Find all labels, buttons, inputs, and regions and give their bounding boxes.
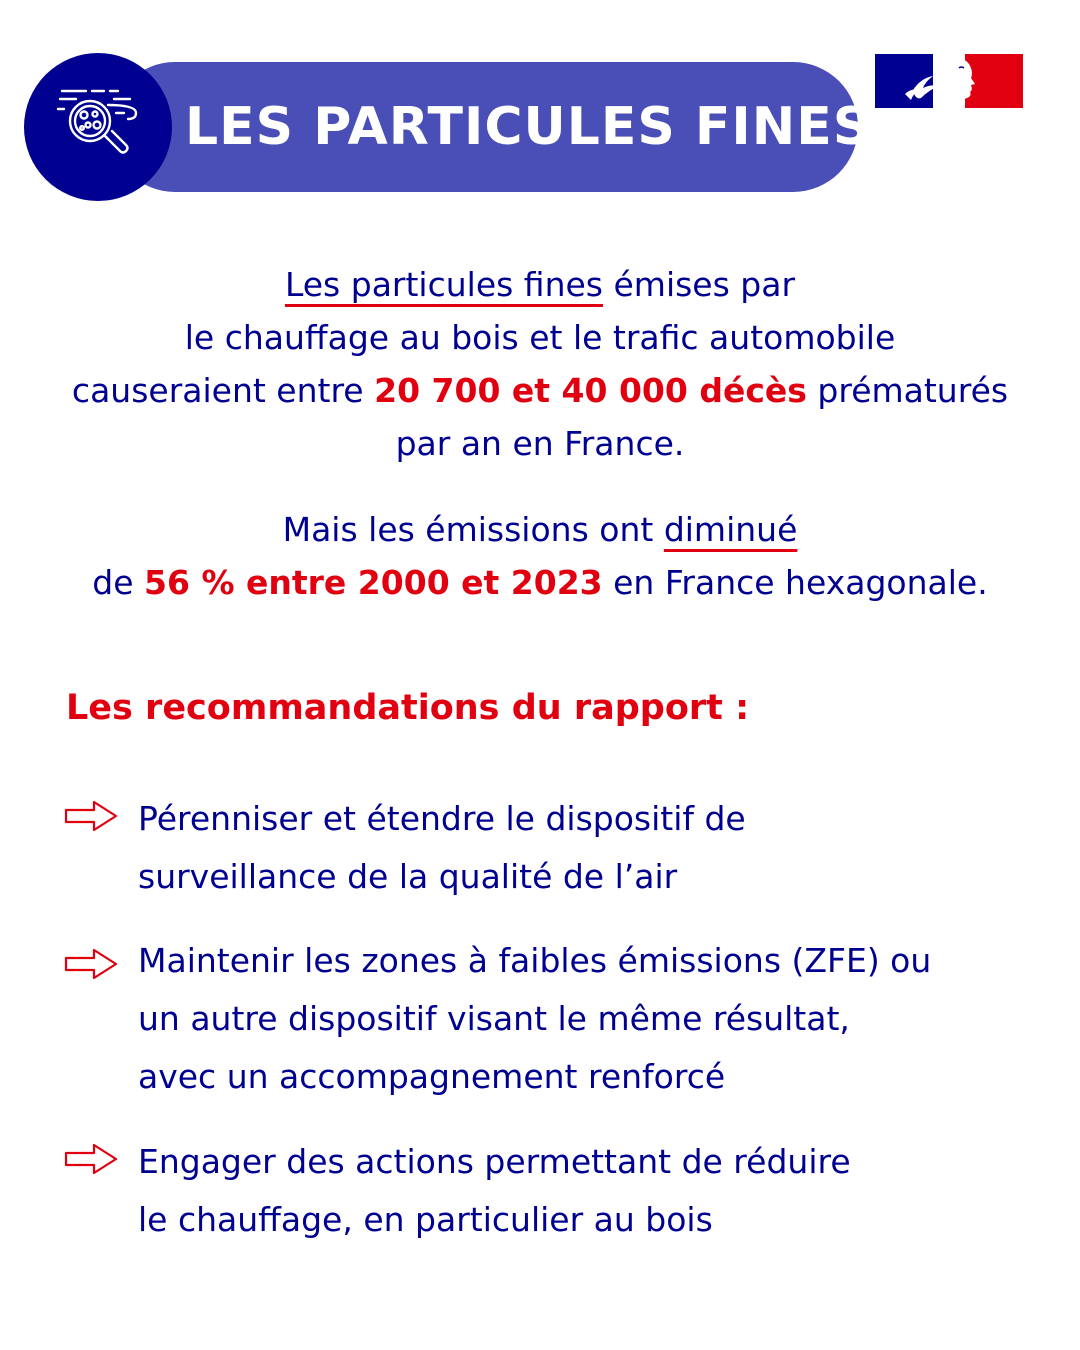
- arrow-right-outline-icon: [64, 947, 120, 981]
- republique-francaise-logo: [875, 54, 1023, 108]
- recommendation-line: un autre dispositif visant le même résultat,: [138, 999, 850, 1038]
- decrease-term: diminué: [663, 510, 798, 549]
- recommendation-line: le chauffage, en particulier au bois: [138, 1200, 713, 1239]
- intro-text: Mais les émissions ont: [282, 510, 664, 549]
- intro-text: le chauffage au bois et le trafic automobile: [184, 318, 896, 357]
- emissions-decrease-highlight: 56 % entre 2000 et 2023: [144, 563, 603, 602]
- recommendation-line: Pérenniser et étendre le dispositif de: [138, 799, 746, 838]
- recommendation-line: Maintenir les zones à faibles émissions (ZFE) ou: [138, 941, 932, 980]
- intro-text: en France hexagonale.: [602, 563, 988, 602]
- intro-text: par an en France.: [395, 424, 685, 463]
- particles-term: Les particules fines: [284, 265, 603, 304]
- recommendation-line: surveillance de la qualité de l’air: [138, 857, 678, 896]
- marianne-flag-icon: [875, 54, 1023, 108]
- arrow-right-outline-icon: [64, 1142, 120, 1176]
- intro-paragraph-emissions: [30, 503, 1050, 609]
- intro-text: causeraient entre: [71, 371, 375, 410]
- intro-text: émises par: [603, 265, 796, 304]
- magnifier-particles-wind-icon: [24, 53, 172, 201]
- recommendation-text: [138, 1133, 1038, 1249]
- page-title: LES PARTICULES FINES: [185, 97, 872, 157]
- recommendation-text: [138, 932, 1038, 1106]
- recommendations-heading: Les recommandations du rapport :: [66, 688, 750, 728]
- arrow-right-outline-icon: [64, 799, 120, 833]
- title-badge: [24, 53, 172, 201]
- recommendation-line: Engager des actions permettant de réduire: [138, 1142, 851, 1181]
- recommendation-text: [138, 790, 1038, 906]
- intro-text: de: [92, 563, 145, 602]
- death-count-highlight: 20 700 et 40 000 décès: [374, 371, 807, 410]
- recommendation-line: avec un accompagnement renforcé: [138, 1057, 726, 1096]
- intro-text: prématurés: [806, 371, 1009, 410]
- intro-paragraph-mortality: [30, 258, 1050, 470]
